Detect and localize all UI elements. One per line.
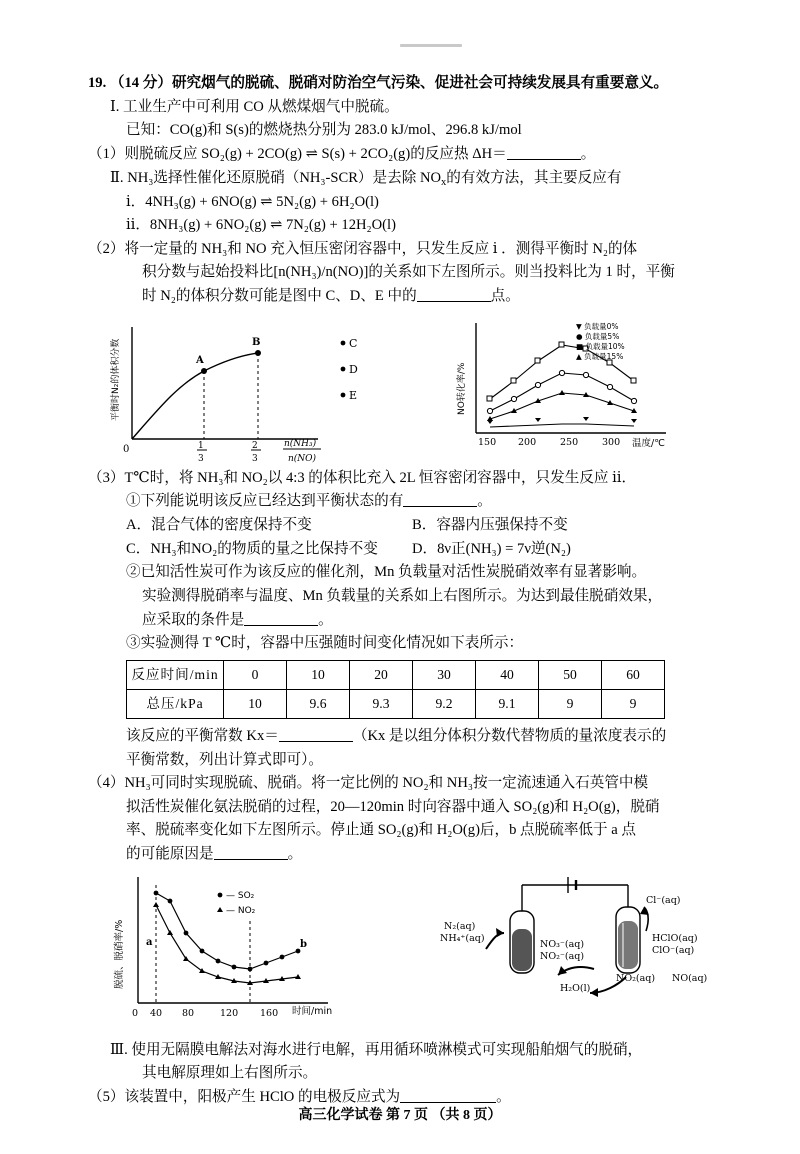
svg-text:E: E xyxy=(349,388,358,402)
svg-text:300: 300 xyxy=(602,436,621,448)
part-3-line2: 其电解原理如上右图所示。 xyxy=(142,1065,318,1082)
svg-text:NO转化率/%: NO转化率/% xyxy=(457,362,467,415)
page-footer: 高三化学试卷 第 7 页 （共 8 页） xyxy=(298,1108,502,1123)
svg-text:NO₂(aq): NO₂(aq) xyxy=(616,972,656,984)
svg-text:平衡时N₂的体积分数: 平衡时N₂的体积分数 xyxy=(111,338,121,421)
chart-no-conversion-vs-temperature xyxy=(456,315,716,465)
sub-question-1-text: （1）则脱硫反应 SO₂(g) + 2CO(g) ⇌ S(s) + 2CO₂(g)的反应热 ΔH＝ xyxy=(88,145,507,162)
option-b[interactable]: B．容器内压强保持不变 xyxy=(412,517,568,534)
figures-row-1 xyxy=(88,315,728,467)
svg-text:0: 0 xyxy=(123,443,130,455)
svg-text:温度/℃: 温度/℃ xyxy=(632,437,665,449)
answer-blank-3[interactable] xyxy=(403,493,477,508)
svg-text:NH₄⁺(aq): NH₄⁺(aq) xyxy=(440,932,485,944)
svg-text:120: 120 xyxy=(220,1007,239,1019)
part-1-heading: Ⅰ. 工业生产中可利用 CO 从燃煤烟气中脱硫。 xyxy=(110,98,399,115)
answer-blank-4[interactable] xyxy=(244,611,318,626)
table-cell: 20 xyxy=(350,660,413,689)
answer-blank-6[interactable] xyxy=(214,845,288,860)
svg-text:80: 80 xyxy=(182,1007,195,1019)
sub-question-3-1: ①下列能说明该反应已经达到平衡状态的有 。 xyxy=(126,493,492,510)
option-a[interactable]: A．混合气体的密度保持不变 xyxy=(126,517,312,534)
svg-text:1: 1 xyxy=(198,440,204,451)
sub-question-2-line2: 积分数与起始投料比[n(NH₃)/n(NO)]的关系如下左图所示。则当投料比为 1 时，平衡 xyxy=(142,264,675,281)
svg-text:2: 2 xyxy=(252,440,258,451)
svg-text:40: 40 xyxy=(150,1007,163,1019)
svg-text:b: b xyxy=(300,938,307,950)
svg-text:▲ 负载量15%: ▲ 负载量15% xyxy=(576,351,624,361)
table-row xyxy=(127,689,665,718)
svg-text:3: 3 xyxy=(252,453,258,464)
question-score: （14 分） xyxy=(109,75,172,91)
svg-text:n(NO): n(NO) xyxy=(288,453,317,464)
table-cell: 30 xyxy=(413,660,476,689)
sub-question-4-line4-text: 的可能原因是 xyxy=(126,846,214,863)
svg-text:NO₂⁻(aq): NO₂⁻(aq) xyxy=(540,950,585,962)
svg-text:▼ 负载量0%: ▼ 负载量0% xyxy=(576,321,619,331)
sub-question-5-text: （5）该装置中，阳极产生 HClO 的电极反应式为 xyxy=(88,1089,401,1106)
option-c[interactable]: C．NH₃和NO₂的物质的量之比保持不变 xyxy=(126,540,378,557)
options-row-cd xyxy=(88,538,728,562)
sub-question-2-line1: （2）将一定量的 NH₃和 NO 充入恒压密闭容器中，只发生反应 ⅰ ．测得平衡时 N₂的体 xyxy=(88,240,638,257)
known-conditions: 已知：CO(g)和 S(s)的燃烧热分别为 283.0 kJ/mol、296.8 kJ/mol xyxy=(126,122,522,139)
answer-blank-2[interactable] xyxy=(417,287,491,302)
svg-text:NO(aq): NO(aq) xyxy=(672,972,708,984)
sub-question-3-line1: （3）T℃时，将 NH₃和 NO₂以 4:3 的体积比充入 2L 恒容密闭容器中，只发生反应 ⅱ． xyxy=(88,469,637,486)
svg-text:160: 160 xyxy=(260,1007,279,1019)
table-cell: 40 xyxy=(476,660,539,689)
table-cell: 10 xyxy=(287,660,350,689)
options-row-ab xyxy=(88,514,728,538)
sub-question-2-line3-text: 时 N₂的体积分数可能是图中 C、D、E 中的 xyxy=(142,288,417,305)
svg-text:H₂O(l): H₂O(l) xyxy=(560,982,591,994)
svg-text:B: B xyxy=(252,336,261,348)
svg-text:A: A xyxy=(196,354,204,366)
svg-text:● 负载量5%: ● 负载量5% xyxy=(576,331,620,341)
svg-text:a: a xyxy=(146,936,153,948)
table-cell: 9 xyxy=(539,689,602,718)
table-row-header: 反应时间/min xyxy=(127,660,224,689)
svg-text:D: D xyxy=(349,362,358,376)
svg-text:C: C xyxy=(349,336,358,350)
kx-note: （Kx 是以组分体积分数代替物质的量浓度表示的 xyxy=(352,727,667,744)
sub-question-2-tail: 点。 xyxy=(490,288,520,305)
table-cell: 60 xyxy=(602,660,665,689)
svg-text:200: 200 xyxy=(518,436,537,448)
sub-question-3-2-line3-text: 应采取的条件是 xyxy=(142,611,245,628)
chart-n2-fraction-vs-ratio xyxy=(108,315,398,465)
svg-text:HClO(aq): HClO(aq) xyxy=(652,932,698,944)
figures-row-2 xyxy=(88,871,728,1039)
sub-question-1: （1）则脱硫反应 SO₂(g) + 2CO(g) ⇌ S(s) + 2CO₂(g)的反应热 ΔH＝ 。 xyxy=(88,145,596,162)
svg-text:■ 负载量10%: ■ 负载量10% xyxy=(576,341,625,351)
sub-question-4-line1: （4）NH₃可同时实现脱硫、脱硝。将一定比例的 NO₂和 NH₃按一定流速通入石英管中模 xyxy=(88,775,649,792)
answer-blank-5[interactable] xyxy=(279,727,353,742)
svg-text:— SO₂: — SO₂ xyxy=(226,890,255,901)
svg-text:时间/min: 时间/min xyxy=(292,1005,333,1017)
part-2-text: Ⅱ. NH₃选择性催化还原脱硝（NH₃-SCR）是去除 NO xyxy=(110,169,442,186)
reaction-ii: ⅱ．8NH₃(g) + 6NO₂(g) ⇌ 7N₂(g) + 12H₂O(l) xyxy=(126,217,396,234)
svg-text:n(NH₃): n(NH₃) xyxy=(284,438,317,449)
table-cell: 0 xyxy=(224,660,287,689)
table-cell: 9.3 xyxy=(350,689,413,718)
svg-text:ClO⁻(aq): ClO⁻(aq) xyxy=(652,944,695,956)
question-body xyxy=(88,72,728,1110)
sub-question-5: （5）该装置中，阳极产生 HClO 的电极反应式为 。 xyxy=(88,1089,511,1106)
part-3-line1: Ⅲ. 使用无隔膜电解法对海水进行电解，再用循环喷淋模式可实现船舶烟气的脱硝， xyxy=(110,1041,643,1058)
svg-text:0: 0 xyxy=(132,1007,139,1019)
svg-text:— NO₂: — NO₂ xyxy=(226,905,256,916)
table-row xyxy=(127,660,665,689)
table-row-header: 总压/kPa xyxy=(127,689,224,718)
sub-question-4-line3: 率、脱硫率变化如下左图所示。停止通 SO₂(g)和 H₂O(g)后，b 点脱硫率低于 a 点 xyxy=(126,822,636,839)
svg-text:150: 150 xyxy=(478,436,497,448)
diagram-electrolysis-cell xyxy=(440,871,740,1036)
table-cell: 9.1 xyxy=(476,689,539,718)
svg-text:250: 250 xyxy=(560,436,579,448)
table-cell: 50 xyxy=(539,660,602,689)
table-cell: 9.6 xyxy=(287,689,350,718)
sub-question-3-2-line1: ②已知活性炭可作为该反应的催化剂，Mn 负载量对活性炭脱硝效率有显著影响。 xyxy=(126,564,647,581)
svg-text:Cl⁻(aq): Cl⁻(aq) xyxy=(646,894,681,906)
svg-text:脱硫、脱硝率/%: 脱硫、脱硝率/% xyxy=(114,919,125,989)
sub-question-3-1-text: ①下列能说明该反应已经达到平衡状态的有 xyxy=(126,493,404,510)
sub-question-2-line3 xyxy=(88,285,728,309)
top-decorative-line xyxy=(400,44,462,47)
pressure-table-wrap xyxy=(88,660,728,719)
option-d[interactable]: D．8ν正(NH₃) = 7ν逆(N₂) xyxy=(412,540,571,557)
kx-line-1 xyxy=(88,725,728,749)
sub-question-3-3: ③实验测得 T ℃时，容器中压强随时间变化情况如下表所示： xyxy=(126,635,524,652)
question-stem-line xyxy=(88,72,728,96)
sub-question-3-2-line2: 实验测得脱硝率与温度、Mn 负载量的关系如上右图所示。为达到最佳脱硝效果， xyxy=(142,587,663,604)
svg-text:3: 3 xyxy=(198,453,204,464)
chart-desulfurization-vs-time xyxy=(112,871,402,1036)
svg-text:N₂(aq): N₂(aq) xyxy=(444,920,476,932)
table-cell: 10 xyxy=(224,689,287,718)
question-stem-text: 研究烟气的脱硫、脱硝对防治空气污染、促进社会可持续发展具有重要意义。 xyxy=(171,75,669,91)
kx-label: 该反应的平衡常数 Kx＝ xyxy=(126,727,279,744)
svg-text:NO₃⁻(aq): NO₃⁻(aq) xyxy=(540,938,585,950)
pressure-table xyxy=(126,660,665,719)
part-2-heading: Ⅱ. NH₃选择性催化还原脱硝（NH₃-SCR）是去除 $NO_x$的有效方法，其主要反应有 xyxy=(110,169,622,188)
kx-line-2: 平衡常数，列出计算式即可）。 xyxy=(126,751,324,768)
table-cell: 9.2 xyxy=(413,689,476,718)
sub-question-4-line4: 的可能原因是 。 xyxy=(126,846,303,863)
reaction-i: ⅰ．4NH₃(g) + 6NO(g) ⇌ 5N₂(g) + 6H₂O(l) xyxy=(126,193,379,210)
answer-blank-1[interactable] xyxy=(507,145,581,160)
sub-question-4-line2: 拟活性炭催化氨法脱硝的过程，20—120min 时向容器中通入 SO₂(g)和 H₂O(g)，脱硝 xyxy=(126,798,660,815)
part-2-text-tail: 的有效方法，其主要反应有 xyxy=(446,169,622,186)
question-number: 19. xyxy=(88,75,107,91)
sub-question-3-2-line3: 应采取的条件是 。 xyxy=(142,611,333,628)
answer-blank-7[interactable] xyxy=(400,1088,496,1103)
table-cell: 9 xyxy=(602,689,665,718)
